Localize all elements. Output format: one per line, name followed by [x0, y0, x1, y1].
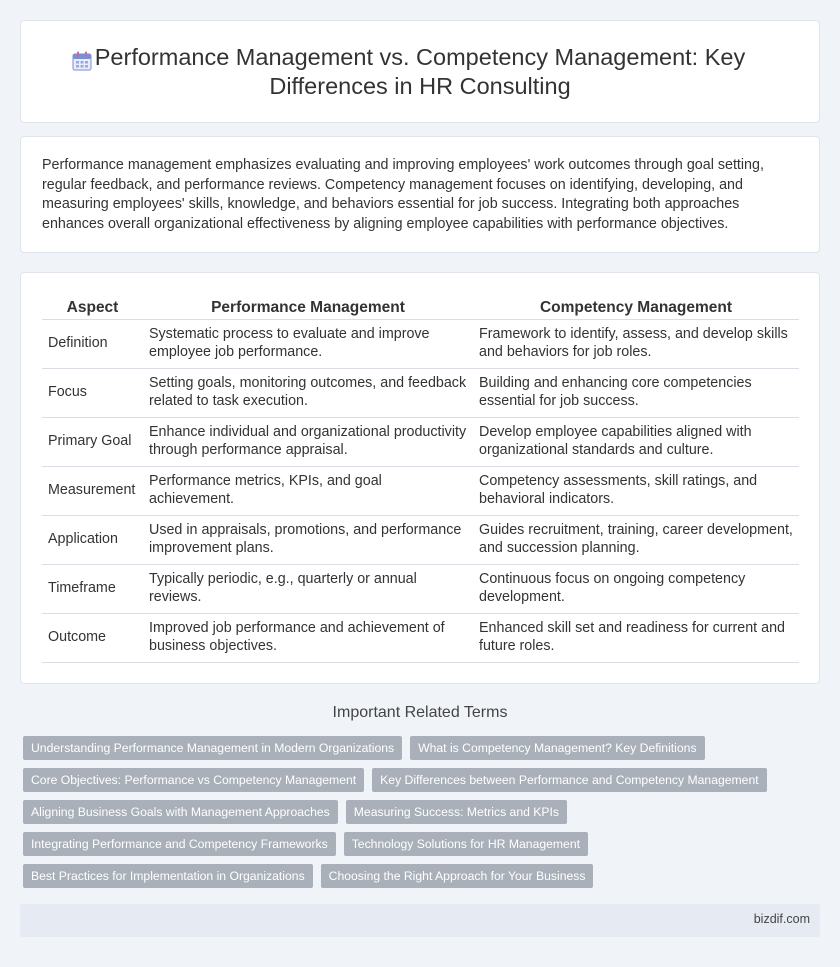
comparison-table	[42, 297, 799, 663]
intro-paragraph: Performance management emphasizes evaluating and improving employees' work outcomes through goal setting, regular feedback, and performance reviews. Competency management focuses on identifying, developing, and measuring employees' skills, knowledge, and behaviors essential for job success. Integrating both approaches enhances overall organizational effectiveness by aligning employee capabilities with performance objectives.	[42, 157, 764, 232]
intro-card	[20, 136, 820, 253]
competency-cell: Enhanced skill set and readiness for current and future roles.	[473, 613, 799, 662]
related-term-link[interactable]: Key Differences between Performance and Competency Management	[372, 768, 766, 792]
competency-cell: Building and enhancing core competencies essential for job success.	[473, 368, 799, 417]
related-term-link[interactable]: Aligning Business Goals with Management Approaches	[23, 800, 338, 824]
column-header-performance: Performance Management	[143, 297, 473, 319]
related-term-link[interactable]: Core Objectives: Performance vs Competency Management	[23, 768, 364, 792]
competency-cell: Continuous focus on ongoing competency development.	[473, 564, 799, 613]
table-row	[42, 466, 799, 515]
tag-row	[23, 800, 813, 824]
table-row	[42, 368, 799, 417]
aspect-cell: Measurement	[42, 466, 143, 515]
title-card	[20, 20, 820, 123]
aspect-cell: Primary Goal	[42, 417, 143, 466]
aspect-cell: Application	[42, 515, 143, 564]
related-term-link[interactable]: What is Competency Management? Key Definitions	[410, 736, 704, 760]
tag-row	[23, 768, 813, 792]
tag-row	[23, 832, 813, 856]
column-header-competency: Competency Management	[473, 297, 799, 319]
competency-cell: Develop employee capabilities aligned with organizational standards and culture.	[473, 417, 799, 466]
table-header-row	[42, 297, 799, 319]
competency-cell: Guides recruitment, training, career development, and succession planning.	[473, 515, 799, 564]
related-term-link[interactable]: Measuring Success: Metrics and KPIs	[346, 800, 567, 824]
competency-cell: Competency assessments, skill ratings, and behavioral indicators.	[473, 466, 799, 515]
aspect-cell: Outcome	[42, 613, 143, 662]
aspect-cell: Definition	[42, 319, 143, 368]
performance-cell: Performance metrics, KPIs, and goal achievement.	[143, 466, 473, 515]
aspect-cell: Timeframe	[42, 564, 143, 613]
related-terms-heading: Important Related Terms	[332, 704, 508, 721]
related-term-link[interactable]: Technology Solutions for HR Management	[344, 832, 588, 856]
performance-cell: Enhance individual and organizational productivity through performance appraisal.	[143, 417, 473, 466]
aspect-cell: Focus	[42, 368, 143, 417]
related-term-link[interactable]: Understanding Performance Management in Modern Organizations	[23, 736, 402, 760]
table-row	[42, 515, 799, 564]
column-header-aspect: Aspect	[42, 297, 143, 319]
related-term-link[interactable]: Choosing the Right Approach for Your Business	[321, 864, 594, 888]
comparison-card	[20, 272, 820, 684]
footer-site-link[interactable]: bizdif.com	[753, 912, 810, 926]
performance-cell: Used in appraisals, promotions, and performance improvement plans.	[143, 515, 473, 564]
table-row	[42, 319, 799, 368]
performance-cell: Setting goals, monitoring outcomes, and feedback related to task execution.	[143, 368, 473, 417]
performance-cell: Systematic process to evaluate and improve employee job performance.	[143, 319, 473, 368]
table-row	[42, 564, 799, 613]
table-row	[42, 417, 799, 466]
related-term-link[interactable]: Best Practices for Implementation in Organizations	[23, 864, 313, 888]
competency-cell: Framework to identify, assess, and develop skills and behaviors for job roles.	[473, 319, 799, 368]
footer	[20, 904, 820, 937]
page-title: Performance Management vs. Competency Management: Key Differences in HR Consulting	[94, 43, 746, 99]
table-row	[42, 613, 799, 662]
performance-cell: Improved job performance and achievement of business objectives.	[143, 613, 473, 662]
performance-cell: Typically periodic, e.g., quarterly or annual reviews.	[143, 564, 473, 613]
tag-row	[23, 864, 813, 888]
related-terms-list	[23, 736, 813, 896]
tag-row	[23, 736, 813, 760]
related-term-link[interactable]: Integrating Performance and Competency Frameworks	[23, 832, 336, 856]
